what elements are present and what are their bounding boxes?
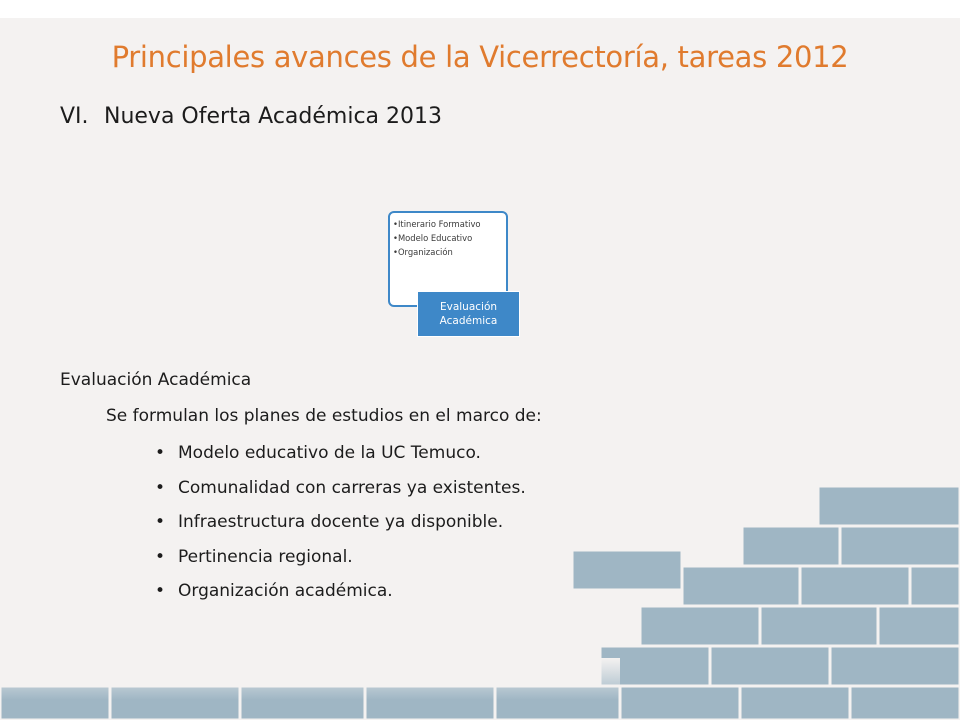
intro-text: Se formulan los planes de estudios en el marco de:: [106, 406, 542, 426]
diagram-item: •Organización: [393, 247, 453, 257]
list-item-text: Modelo educativo de la UC Temuco.: [178, 443, 481, 463]
diagram-label: Evaluación Académica: [417, 291, 520, 337]
smartart-diagram: [388, 211, 520, 337]
section-heading: [60, 104, 442, 129]
slide-title: Principales avances de la Vicerrectoría, tareas 2012: [111, 40, 849, 74]
list-item: [155, 471, 526, 506]
list-item: [155, 436, 526, 471]
list-item-text: Infraestructura docente ya disponible.: [178, 512, 504, 532]
section-title: Nueva Oferta Académica 2013: [104, 104, 443, 129]
list-item-text: Comunalidad con carreras ya existentes.: [178, 477, 526, 498]
list-item-text: Pertinencia regional.: [178, 546, 353, 567]
bullet-icon: •: [155, 443, 166, 463]
section-number: VI.: [60, 104, 89, 129]
list-item: [155, 574, 526, 609]
bullet-icon: •: [155, 477, 166, 498]
diagram-item: •Itinerario Formativo: [393, 219, 481, 229]
list-item: [155, 540, 526, 575]
subheading: Evaluación Académica: [60, 370, 252, 390]
bullet-list: [155, 436, 526, 609]
diagram-item: •Modelo Educativo: [393, 233, 473, 243]
bullet-icon: •: [155, 581, 166, 601]
bullet-icon: •: [155, 546, 166, 567]
list-item-text: Organización académica.: [178, 581, 393, 601]
bullet-icon: •: [155, 512, 166, 532]
list-item: [155, 505, 526, 540]
slide: [0, 18, 960, 720]
